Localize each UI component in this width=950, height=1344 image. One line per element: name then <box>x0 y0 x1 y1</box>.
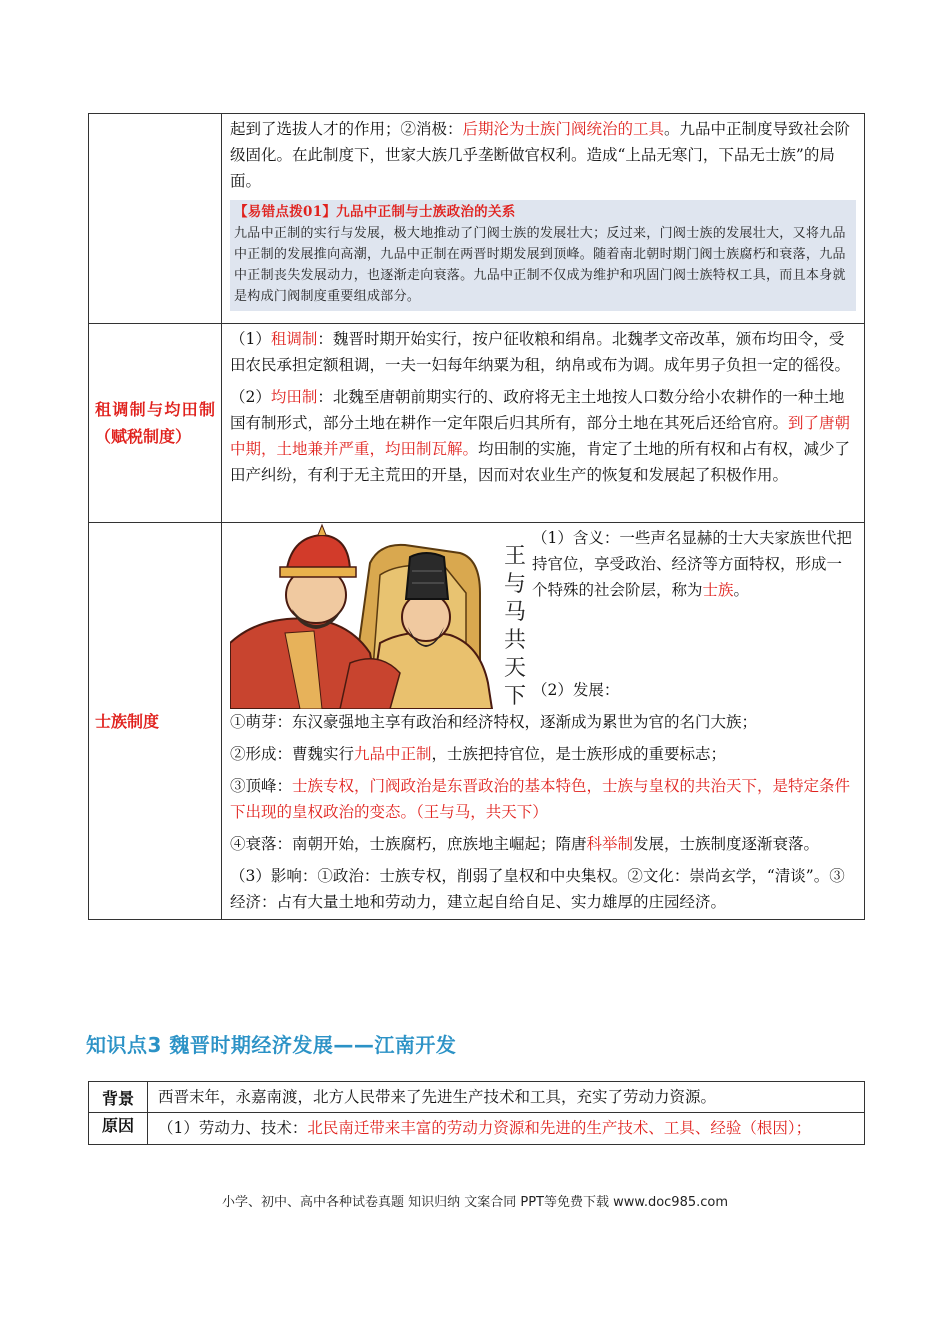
caption-char: 天 <box>504 656 527 681</box>
text-segment: ③顶峰： <box>230 777 293 795</box>
rich-paragraph <box>158 1084 854 1110</box>
text-segment: 。 <box>733 581 750 599</box>
rich-paragraph <box>230 116 856 194</box>
text-segment: ，士族把持官位，是士族形成的重要标志； <box>431 745 727 763</box>
highlight-text: 后期沦为士族门阀统治的工具 <box>462 120 665 138</box>
text-segment: ：魏晋时期开始实行，按户征收粮和绢帛。北魏孝文帝改革，颁布均田令，受田农民承担定额租调，一夫一妇每年纳粟为租，纳帛或布为调。成年男子负担一定的徭役。 <box>230 330 851 374</box>
text-segment: 发展，士族制度逐渐衰落。 <box>633 835 820 853</box>
rich-paragraph <box>230 741 856 767</box>
rich-paragraph <box>230 326 856 378</box>
text-segment: 西晋末年，永嘉南渡，北方人民带来了先进生产技术和工具，充实了劳动力资源。 <box>158 1088 717 1106</box>
text-segment: 。九品中正制度导致社会阶级固化。在此制度下，世家大族几乎垄断做官权利。造成“上品无寒门，下品无士族”的局面。 <box>230 120 851 190</box>
row-label-cell <box>89 523 222 920</box>
text-segment: （1）劳动力、技术： <box>158 1119 308 1137</box>
text-segment: 起到了选拔人才的作用；②消极： <box>230 120 463 138</box>
highlight-text: 北民南迁带来丰富的劳动力资源和先进的生产技术、工具、经验（根因）； <box>307 1119 812 1137</box>
text-segment: 均田制的实施，肯定了土地的所有权和占有权，减少了田产纠纷，有利于无主荒田的开垦，因而对农业生产的恢复和发展起了积极作用。 <box>230 440 851 484</box>
row-label-cell <box>89 324 222 523</box>
caption-char: 王 <box>504 544 527 569</box>
text-segment: （1）含义：一些声名显赫的士大夫家族世代把持官位，享受政治、经济等方面特权，形成一个特殊的社会阶层，称为 <box>532 529 852 599</box>
row-content-shizu <box>222 523 865 920</box>
table-row <box>89 523 865 920</box>
cartoon-illustration <box>230 523 530 709</box>
cartoon-two-officials-image <box>230 523 530 709</box>
rich-paragraph <box>230 709 856 735</box>
row-content-jiupin <box>222 114 865 324</box>
section-heading: 知识点3 魏晋时期经济发展——江南开发 <box>86 1033 457 1057</box>
row-content-reason <box>148 1113 865 1145</box>
highlight-text: 到了唐朝中期，土地兼并严重，均田制瓦解。 <box>230 414 851 458</box>
category-label-shizu: 士族制度 <box>95 711 160 731</box>
rich-paragraph <box>230 773 856 825</box>
row-label-background: 背景 <box>89 1082 148 1113</box>
note-text: 九品中正制的实行与发展，极大地推动了门阀士族的发展壮大；反过来，门阀士族的发展壮大，又将九品中正制的发展推向高潮，九品中正制在两晋时期发展到顶峰。随着南北朝时期门阀士族腐朽和衰落，九品中正制丧失发展动力，也逐渐走向衰落。九品中正制不仅成为维护和巩固门阀士族特权工具，而且本身就是构成门阀制度重要组成部分。 <box>234 226 846 304</box>
page-footer: 小学、初中、高中各种试卷真题 知识归纳 文案合同 PPT等免费下载 www.doc985.com <box>221 1195 729 1210</box>
table-row <box>89 1113 865 1145</box>
caption-char: 下 <box>504 684 527 709</box>
dev-heading: （2）发展： <box>532 681 620 699</box>
text-segment: （2） <box>230 388 271 406</box>
text-segment: ：北魏至唐朝前期实行的、政府将无主土地按人口数分给小农耕作的一种土地国有制形式，部分土地在耕作一定年限后归其所有，部分土地在其死后还给官府。 <box>230 388 845 432</box>
mistake-note-box <box>230 200 856 311</box>
note-title: 【易错点拨01】九品中正制与士族政治的关系 <box>234 204 516 220</box>
rich-paragraph <box>158 1115 854 1141</box>
category-label-tax: 租调制与均田制（赋税制度） <box>95 400 215 446</box>
text-segment: ①萌芽：东汉豪强地主享有政治和经济特权，逐渐成为累世为官的名门大族； <box>230 713 758 731</box>
table-row <box>89 324 865 523</box>
row-label-reason: 原因 <box>89 1113 148 1145</box>
jiangnan-table <box>88 1081 865 1145</box>
institutions-table <box>88 113 865 920</box>
caption-char: 与 <box>504 572 527 597</box>
rich-paragraph <box>532 523 856 603</box>
row-content-tax <box>222 324 865 523</box>
highlight-text: 士族 <box>702 581 734 599</box>
row-label-empty <box>89 114 222 324</box>
highlight-text: 科举制 <box>586 835 634 853</box>
text-segment: ④衰落：南朝开始，士族腐朽，庶族地主崛起；隋唐 <box>230 835 587 853</box>
rich-paragraph <box>230 384 856 488</box>
caption-char: 马 <box>504 600 527 625</box>
rich-paragraph <box>230 831 856 857</box>
highlight-text: 九品中正制 <box>354 745 432 763</box>
text-segment: ②形成：曹魏实行 <box>230 745 355 763</box>
shizu-top <box>230 523 856 709</box>
row-content-background <box>148 1082 865 1113</box>
highlight-text: 均田制 <box>270 388 318 406</box>
text-segment: （1） <box>230 330 271 348</box>
highlight-text: 租调制 <box>270 330 318 348</box>
table-row <box>89 114 865 324</box>
caption-char: 共 <box>504 628 527 653</box>
shizu-meaning-block <box>530 523 856 709</box>
table-row <box>89 1082 865 1113</box>
highlight-text: 士族专权，门阀政治是东晋政治的基本特色，士族与皇权的共治天下，是特定条件下出现的皇权政治的变态。（王与马，共天下） <box>230 777 851 821</box>
rich-paragraph <box>230 863 856 915</box>
text-segment: （3）影响：①政治：士族专权，削弱了皇权和中央集权。②文化：崇尚玄学，“清谈”。③经济：占有大量土地和劳动力，建立起自给自足、实力雄厚的庄园经济。 <box>230 867 845 911</box>
